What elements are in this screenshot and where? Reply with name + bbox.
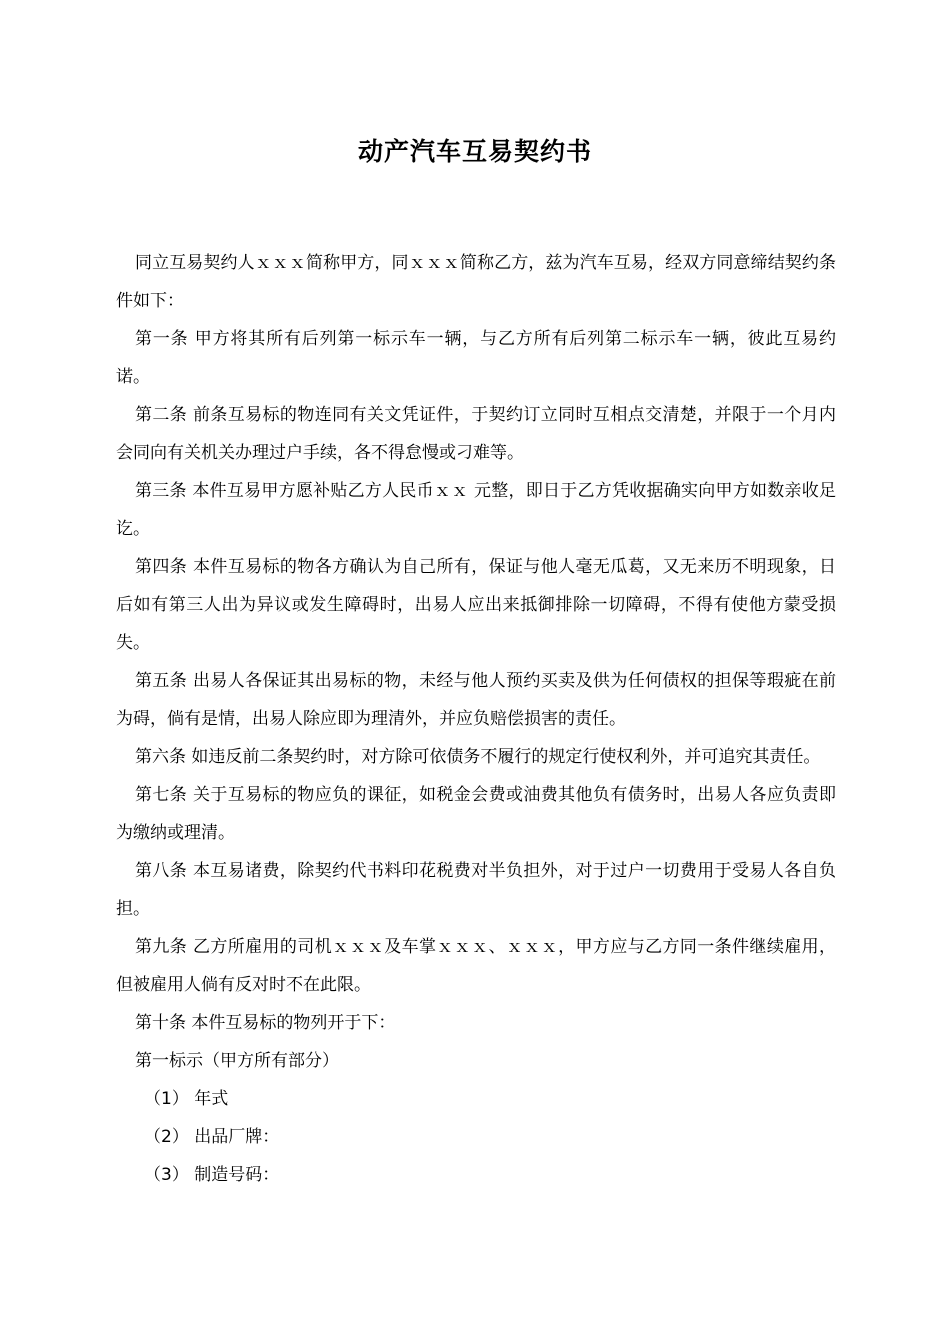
schedule-item-brand: （2） 出品厂牌： xyxy=(144,1127,280,1147)
first-schedule-heading: 第一标示（甲方所有部分） xyxy=(135,1051,339,1071)
schedule-item-model-year: （1） 年式 xyxy=(144,1089,229,1109)
article-1: 第一条 甲方将其所有后列第一标示车一辆，与乙方所有后列第二标示车一辆，彼此互易约诺。 xyxy=(116,329,836,387)
article-5: 第五条 出易人各保证其出易标的物，未经与他人预约买卖及供为任何债权的担保等瑕疵在前为碍，倘有是情，出易人除应即为理清外，并应负赔偿损害的责任。 xyxy=(116,671,836,729)
document-title: 动产汽车互易契约书 xyxy=(357,137,592,166)
article-8: 第八条 本互易诸费，除契约代书料印花税费对半负担外，对于过户一切费用于受易人各自负担。 xyxy=(116,861,836,919)
article-7: 第七条 关于互易标的物应负的课征，如税金会费或油费其他负有债务时，出易人各应负责即为缴纳或理清。 xyxy=(116,785,836,843)
article-9: 第九条 乙方所雇用的司机ｘｘｘ及车掌ｘｘｘ、ｘｘｘ，甲方应与乙方同一条件继续雇用，但被雇用人倘有反对时不在此限。 xyxy=(116,937,836,995)
article-6: 第六条 如违反前二条契约时，对方除可依债务不履行的规定行使权利外，并可追究其责任。 xyxy=(135,747,821,767)
article-4: 第四条 本件互易标的物各方确认为自己所有，保证与他人毫无瓜葛，又无来历不明现象，日后如有第三人出为异议或发生障碍时，出易人应出来抵御排除一切障碍，不得有使他方蒙受损失。 xyxy=(116,557,836,653)
article-3: 第三条 本件互易甲方愿补贴乙方人民币ｘｘ 元整，即日于乙方凭收据确实向甲方如数亲收足讫。 xyxy=(116,481,836,539)
article-2: 第二条 前条互易标的物连同有关文凭证件，于契约订立同时互相点交清楚，并限于一个月内会同向有关机关办理过户手续，各不得怠慢或刁难等。 xyxy=(116,405,836,463)
article-10: 第十条 本件互易标的物列开于下： xyxy=(135,1013,396,1033)
intro-paragraph: 同立互易契约人ｘｘｘ简称甲方，同ｘｘｘ简称乙方，兹为汽车互易，经双方同意缔结契约条件如下： xyxy=(116,253,836,311)
schedule-item-serial-number: （3） 制造号码： xyxy=(144,1165,280,1185)
document-body xyxy=(116,244,836,1194)
